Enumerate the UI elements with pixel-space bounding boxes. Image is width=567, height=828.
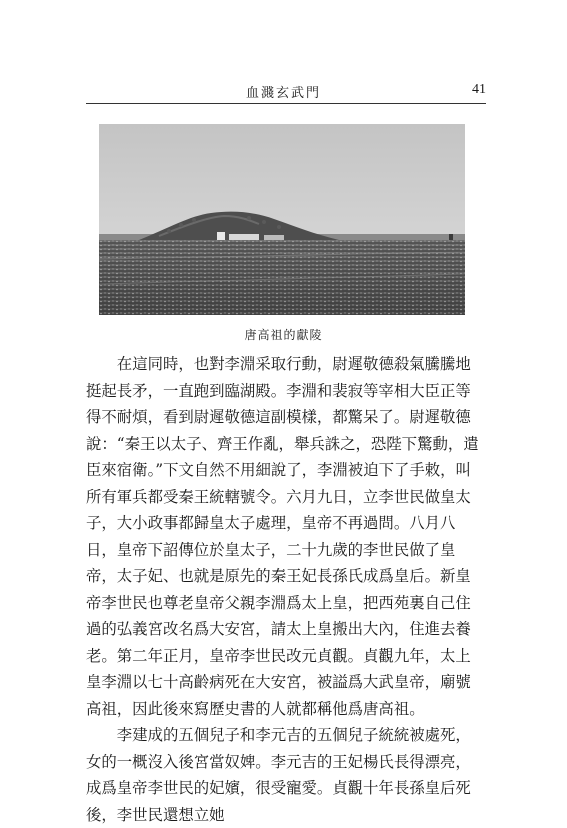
photo-caption: 唐高祖的獻陵 xyxy=(244,328,323,342)
chapter-title: 血濺玄武門 xyxy=(246,86,322,101)
paragraph: 李建成的五個兒子和李元吉的五個兒子統統被處死，女的一概沒入後宮當奴婢。李元吉的王妃楊氏長得漂亮，成爲皇帝李世民的妃嬪，很受寵愛。貞觀十年長孫皇后死後，李世民還想立她 xyxy=(86,726,471,824)
mausoleum-photo xyxy=(99,124,465,315)
running-header xyxy=(86,82,486,102)
paragraph: 在這同時，也對李淵采取行動，尉遲敬德殺氣騰騰地挺起長矛，一直跑到臨湖殿。李淵和裴寂等宰相大臣正等得不耐煩，看到尉遲敬德這副模樣，都驚呆了。尉遲敬德說：“秦王以太子、齊王作亂，舉兵誅之，恐陛下驚動，遣臣來宿衛。”下文自然不用細說了，李淵被迫下了手敕，叫所有軍兵都受秦王統轄號令。六月九日，立李世民做皇太子，大小政事都歸皇太子處理，皇帝不再過問。八月八日，皇帝下詔傳位於皇太子，二十九歲的李世民做了皇帝，太子妃、也就是原先的秦王妃長孫氏成爲皇后。新皇帝李世民也尊老皇帝父親李淵爲太上皇，把西苑裏自己住過的弘義宮改名爲大安宮，請太上皇搬出大內，住進去養老。第二年正月，皇帝李世民改元貞觀。貞觀九年，太上皇李淵以七十高齡病死在大安宮，被謚爲大武皇帝，廟號高祖，因此後來寫歷史書的人就都稱他爲唐高祖。 xyxy=(86,355,479,718)
header-rule xyxy=(86,103,486,104)
page-number: 41 xyxy=(472,82,486,97)
body-text xyxy=(86,351,486,828)
